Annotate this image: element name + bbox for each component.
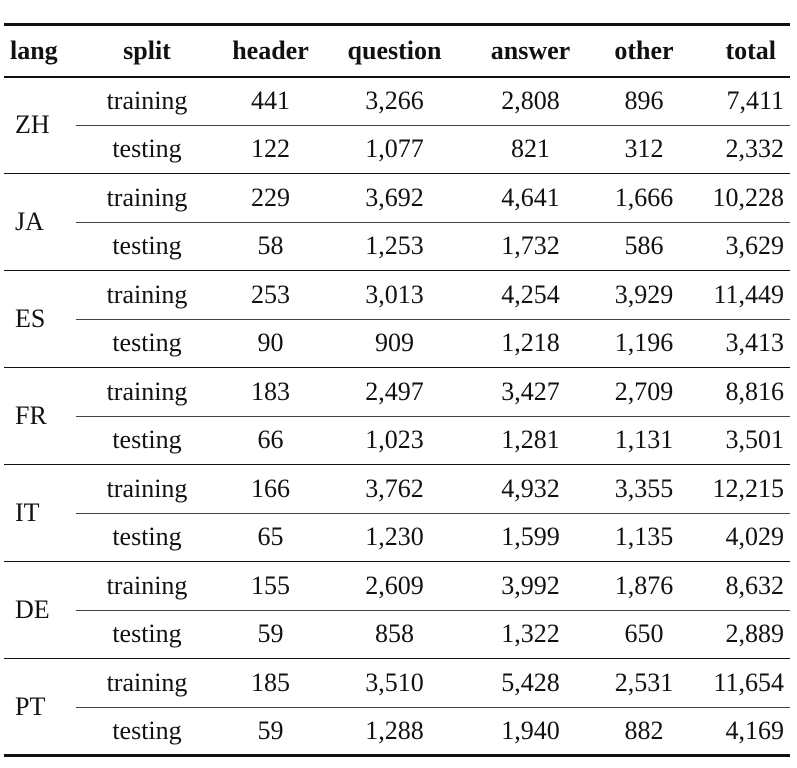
dataset-statistics-table bbox=[4, 23, 790, 757]
total-cell: 7,411 bbox=[693, 77, 790, 126]
lang-cell: ES bbox=[4, 271, 76, 368]
header-cell: 66 bbox=[218, 416, 323, 465]
other-cell: 312 bbox=[595, 125, 693, 174]
table-row bbox=[4, 465, 790, 514]
column-header-other: other bbox=[595, 25, 693, 77]
answer-cell: 4,932 bbox=[466, 465, 595, 514]
answer-cell: 5,428 bbox=[466, 659, 595, 708]
split-cell: testing bbox=[76, 610, 218, 659]
answer-cell: 1,218 bbox=[466, 319, 595, 368]
question-cell: 1,288 bbox=[323, 707, 466, 756]
total-cell: 4,169 bbox=[693, 707, 790, 756]
lang-cell: PT bbox=[4, 659, 76, 756]
other-cell: 1,135 bbox=[595, 513, 693, 562]
column-header-header: header bbox=[218, 25, 323, 77]
answer-cell: 3,992 bbox=[466, 562, 595, 611]
total-cell: 8,816 bbox=[693, 368, 790, 417]
column-header-split: split bbox=[76, 25, 218, 77]
table-row bbox=[4, 562, 790, 611]
header-cell: 122 bbox=[218, 125, 323, 174]
question-cell: 1,230 bbox=[323, 513, 466, 562]
split-cell: training bbox=[76, 368, 218, 417]
split-cell: training bbox=[76, 271, 218, 320]
column-header-total: total bbox=[693, 25, 790, 77]
header-cell: 253 bbox=[218, 271, 323, 320]
answer-cell: 1,599 bbox=[466, 513, 595, 562]
other-cell: 2,709 bbox=[595, 368, 693, 417]
table-row bbox=[4, 125, 790, 174]
lang-cell: IT bbox=[4, 465, 76, 562]
answer-cell: 2,808 bbox=[466, 77, 595, 126]
table-row bbox=[4, 222, 790, 271]
answer-cell: 3,427 bbox=[466, 368, 595, 417]
question-cell: 1,023 bbox=[323, 416, 466, 465]
total-cell: 12,215 bbox=[693, 465, 790, 514]
answer-cell: 1,281 bbox=[466, 416, 595, 465]
other-cell: 1,131 bbox=[595, 416, 693, 465]
question-cell: 3,510 bbox=[323, 659, 466, 708]
answer-cell: 4,254 bbox=[466, 271, 595, 320]
question-cell: 909 bbox=[323, 319, 466, 368]
header-cell: 185 bbox=[218, 659, 323, 708]
column-header-lang: lang bbox=[4, 25, 76, 77]
header-cell: 59 bbox=[218, 610, 323, 659]
table-row bbox=[4, 319, 790, 368]
other-cell: 1,666 bbox=[595, 174, 693, 223]
other-cell: 650 bbox=[595, 610, 693, 659]
question-cell: 3,762 bbox=[323, 465, 466, 514]
total-cell: 11,654 bbox=[693, 659, 790, 708]
question-cell: 1,077 bbox=[323, 125, 466, 174]
table-row bbox=[4, 271, 790, 320]
split-cell: testing bbox=[76, 222, 218, 271]
table-row bbox=[4, 416, 790, 465]
answer-cell: 1,940 bbox=[466, 707, 595, 756]
answer-cell: 4,641 bbox=[466, 174, 595, 223]
total-cell: 3,629 bbox=[693, 222, 790, 271]
header-cell: 90 bbox=[218, 319, 323, 368]
column-header-question: question bbox=[323, 25, 466, 77]
question-cell: 858 bbox=[323, 610, 466, 659]
table-row bbox=[4, 659, 790, 708]
header-cell: 65 bbox=[218, 513, 323, 562]
total-cell: 3,501 bbox=[693, 416, 790, 465]
answer-cell: 1,322 bbox=[466, 610, 595, 659]
other-cell: 2,531 bbox=[595, 659, 693, 708]
total-cell: 10,228 bbox=[693, 174, 790, 223]
header-cell: 229 bbox=[218, 174, 323, 223]
column-header-answer: answer bbox=[466, 25, 595, 77]
answer-cell: 1,732 bbox=[466, 222, 595, 271]
split-cell: testing bbox=[76, 125, 218, 174]
table-row bbox=[4, 513, 790, 562]
table-row bbox=[4, 368, 790, 417]
question-cell: 2,497 bbox=[323, 368, 466, 417]
total-cell: 8,632 bbox=[693, 562, 790, 611]
other-cell: 3,355 bbox=[595, 465, 693, 514]
header-cell: 441 bbox=[218, 77, 323, 126]
header-row bbox=[4, 25, 790, 77]
header-cell: 59 bbox=[218, 707, 323, 756]
answer-cell: 821 bbox=[466, 125, 595, 174]
table-row bbox=[4, 174, 790, 223]
other-cell: 586 bbox=[595, 222, 693, 271]
question-cell: 1,253 bbox=[323, 222, 466, 271]
question-cell: 2,609 bbox=[323, 562, 466, 611]
lang-cell: JA bbox=[4, 174, 76, 271]
other-cell: 1,196 bbox=[595, 319, 693, 368]
lang-cell: ZH bbox=[4, 77, 76, 174]
total-cell: 11,449 bbox=[693, 271, 790, 320]
split-cell: testing bbox=[76, 416, 218, 465]
question-cell: 3,013 bbox=[323, 271, 466, 320]
total-cell: 3,413 bbox=[693, 319, 790, 368]
question-cell: 3,266 bbox=[323, 77, 466, 126]
split-cell: training bbox=[76, 174, 218, 223]
other-cell: 3,929 bbox=[595, 271, 693, 320]
total-cell: 2,332 bbox=[693, 125, 790, 174]
header-cell: 166 bbox=[218, 465, 323, 514]
lang-cell: DE bbox=[4, 562, 76, 659]
table-row bbox=[4, 77, 790, 126]
total-cell: 4,029 bbox=[693, 513, 790, 562]
split-cell: training bbox=[76, 562, 218, 611]
question-cell: 3,692 bbox=[323, 174, 466, 223]
header-cell: 58 bbox=[218, 222, 323, 271]
other-cell: 1,876 bbox=[595, 562, 693, 611]
split-cell: testing bbox=[76, 707, 218, 756]
split-cell: testing bbox=[76, 513, 218, 562]
total-cell: 2,889 bbox=[693, 610, 790, 659]
split-cell: training bbox=[76, 465, 218, 514]
header-cell: 183 bbox=[218, 368, 323, 417]
split-cell: training bbox=[76, 659, 218, 708]
table-body bbox=[4, 77, 790, 756]
lang-cell: FR bbox=[4, 368, 76, 465]
other-cell: 896 bbox=[595, 77, 693, 126]
split-cell: testing bbox=[76, 319, 218, 368]
split-cell: training bbox=[76, 77, 218, 126]
header-cell: 155 bbox=[218, 562, 323, 611]
table-row bbox=[4, 707, 790, 756]
other-cell: 882 bbox=[595, 707, 693, 756]
table-row bbox=[4, 610, 790, 659]
